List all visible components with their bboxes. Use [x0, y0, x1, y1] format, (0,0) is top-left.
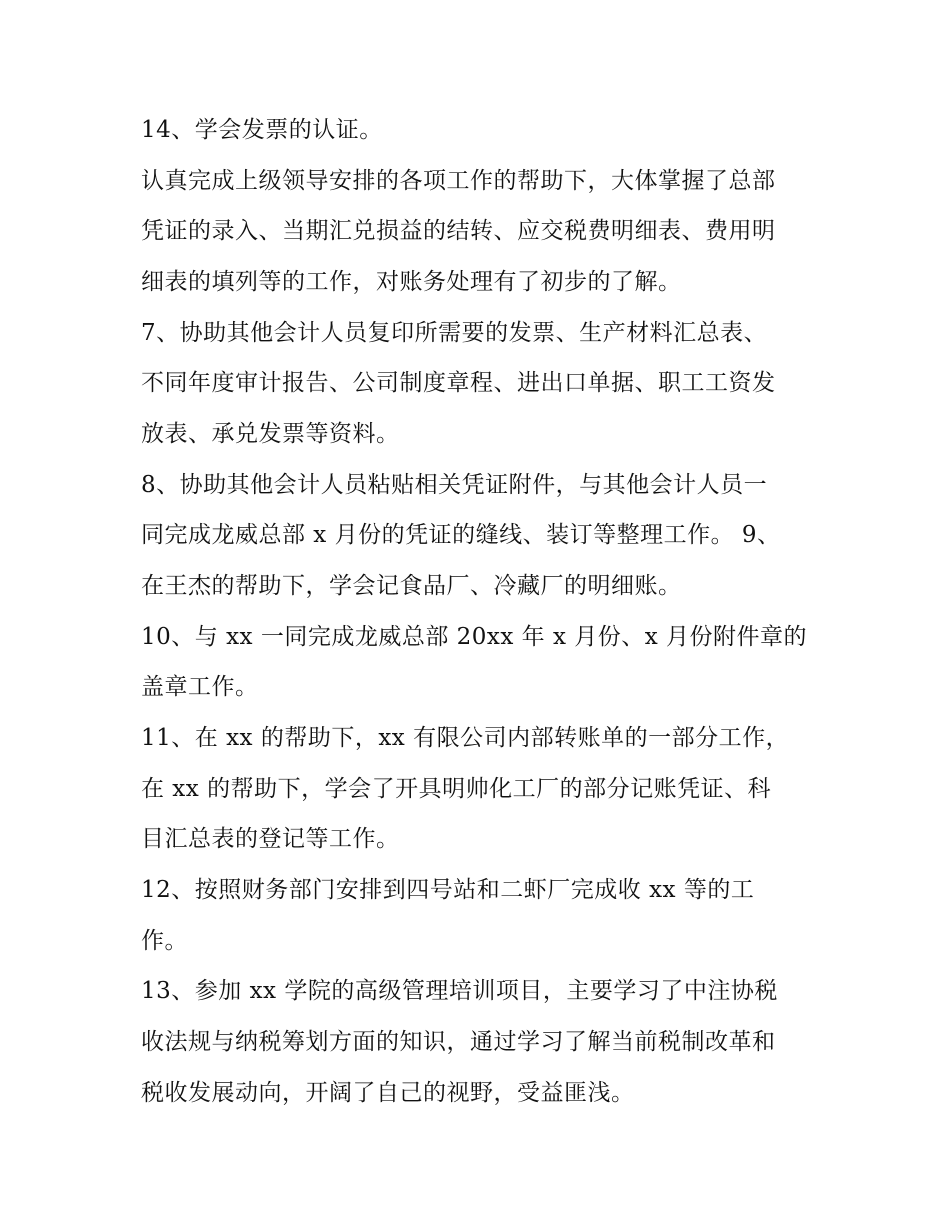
text-line: 盖章工作。: [141, 674, 259, 700]
text-line: 凭证的录入、当期汇兑损益的结转、应交税费明细表、费用明: [141, 218, 776, 244]
text-line: 12、按照财务部门安排到四号站和二虾厂完成收 xx 等的工: [141, 877, 755, 903]
text-line: 作。: [141, 928, 188, 954]
text-line: 细表的填列等的工作，对账务处理有了初步的了解。: [141, 269, 682, 295]
text-line: 收法规与纳税筹划方面的知识，通过学习了解当前税制改革和: [141, 1029, 776, 1055]
text-line: 放表、承兑发票等资料。: [141, 421, 400, 447]
text-line: 14、学会发票的认证。: [141, 117, 383, 143]
text-line: 税收发展动向，开阔了自己的视野，受益匪浅。: [141, 1080, 635, 1106]
text-line: 在王杰的帮助下，学会记食品厂、冷藏厂的明细账。: [141, 573, 682, 599]
text-line: 在 xx 的帮助下，学会了开具明帅化工厂的部分记账凭证、科: [141, 776, 772, 802]
text-line: 13、参加 xx 学院的高级管理培训项目，主要学习了中注协税: [141, 978, 778, 1004]
text-line: 目汇总表的登记等工作。: [141, 826, 400, 852]
text-line: 10、与 xx 一同完成龙威总部 20xx 年 x 月份、x 月份附件章的: [141, 624, 808, 650]
text-line: 8、协助其他会计人员粘贴相关凭证附件，与其他会计人员一: [141, 472, 768, 498]
text-line: 7、协助其他会计人员复印所需要的发票、生产材料汇总表、: [141, 320, 768, 346]
text-line: 认真完成上级领导安排的各项工作的帮助下，大体掌握了总部: [141, 168, 776, 194]
text-line: 11、在 xx 的帮助下，xx 有限公司内部转账单的一部分工作，: [141, 725, 790, 751]
text-line: 不同年度审计报告、公司制度章程、进出口单据、职工工资发: [141, 370, 776, 396]
text-line: 同完成龙威总部 x 月份的凭证的缝线、装订等整理工作。 9、: [141, 522, 781, 548]
